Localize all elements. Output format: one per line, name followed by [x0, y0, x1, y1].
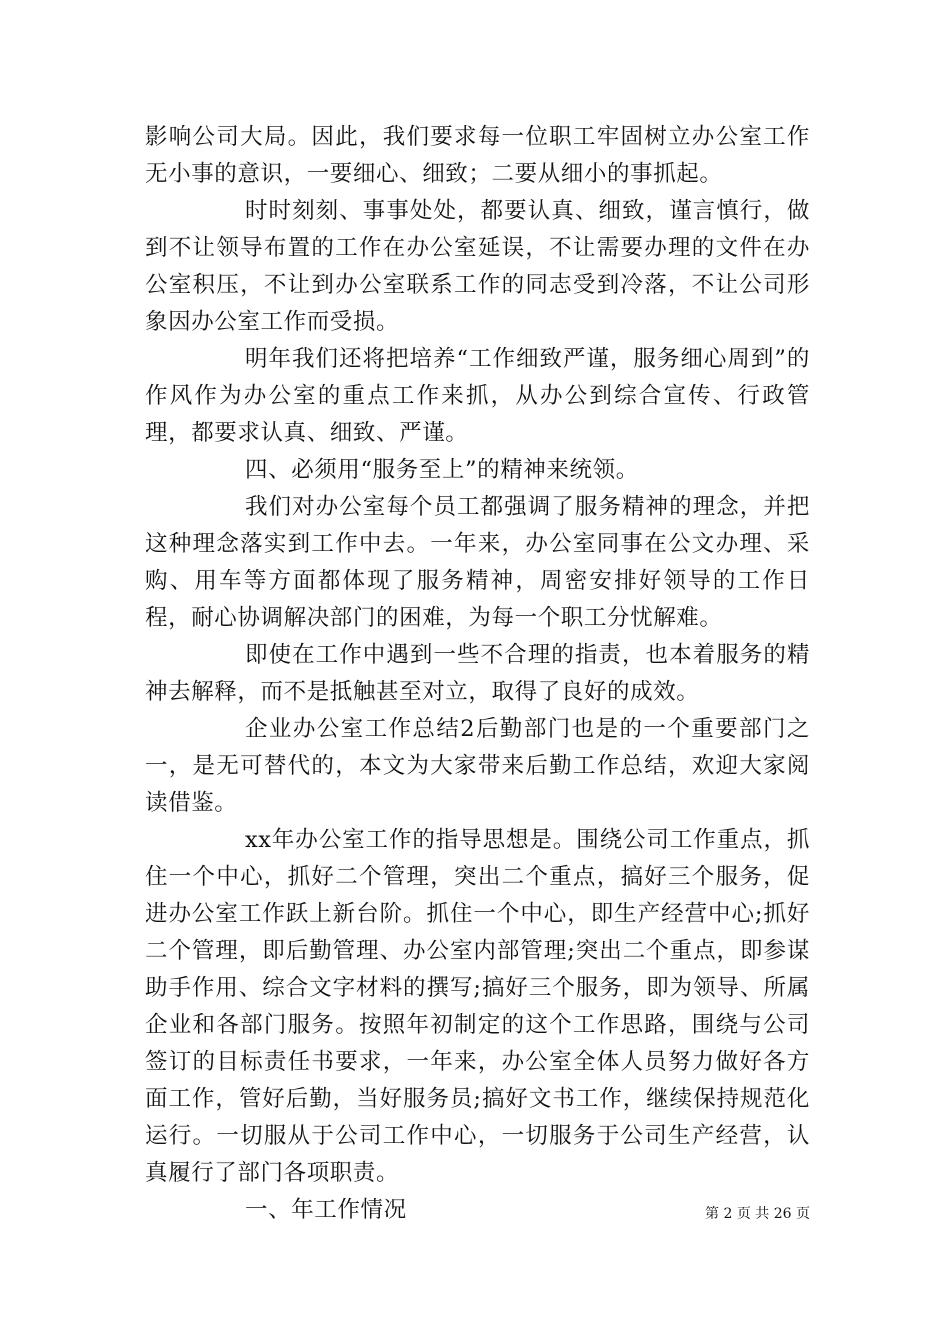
paragraph-continuation: 影响公司大局。因此，我们要求每一位职工牢固树立办公室工作无小事的意识，一要细心、细致；二要从细小的事抓起。 [145, 124, 810, 187]
section-heading: 四、必须用“服务至上”的精神来统领。 [245, 457, 639, 483]
section-heading: 一、年工作情况 [245, 1197, 407, 1223]
paragraph: 明年我们还将把培养“工作细致严谨，服务细心周到”的作风作为办公室的重点工作来抓，从办公到综合宣传、行政管理，都要求认真、细致、严谨。 [145, 346, 810, 446]
paragraph: 企业办公室工作总结2后勤部门也是的一个重要部门之一，是无可替代的，本文为大家带来后勤工作总结，欢迎大家阅读借鉴。 [145, 716, 810, 816]
paragraph: 我们对办公室每个员工都强调了服务精神的理念，并把这种理念落实到工作中去。一年来，办公室同事在公文办理、采购、用车等方面都体现了服务精神，周密安排好领导的工作日程，耐心协调解决部门的困难，为每一个职工分忧解难。 [145, 494, 810, 631]
paragraph: 时时刻刻、事事处处，都要认真、细致，谨言慎行，做到不让领导布置的工作在办公室延误，不让需要办理的文件在办公室积压，不让到办公室联系工作的同志受到冷落，不让公司形象因办公室工作而受损。 [145, 198, 810, 335]
page-number-footer: 第 2 页 共 26 页 [705, 1206, 810, 1222]
paragraph: xx年办公室工作的指导思想是。围绕公司工作重点，抓住一个中心，抓好二个管理，突出二个重点，搞好三个服务，促进办公室工作跃上新台阶。抓住一个中心，即生产经营中心;抓好二个管理，即后勤管理、办公室内部管理;突出二个重点，即参谋助手作用、综合文字材料的撰写;搞好三个服务，即为领导、所属企业和各部门服务。按照年初制定的这个工作思路，围绕与公司签订的目标责任书要求，一年来，办公室全体人员努力做好各方面工作，管好后勤，当好服务员;搞好文书工作，继续保持规范化运行。一切服从于公司工作中心，一切服务于公司生产经营，认真履行了部门各项职责。 [145, 827, 810, 1186]
document-body [145, 119, 810, 1229]
paragraph: 即使在工作中遇到一些不合理的指责，也本着服务的精神去解释，而不是抵触甚至对立，取得了良好的成效。 [145, 642, 810, 705]
